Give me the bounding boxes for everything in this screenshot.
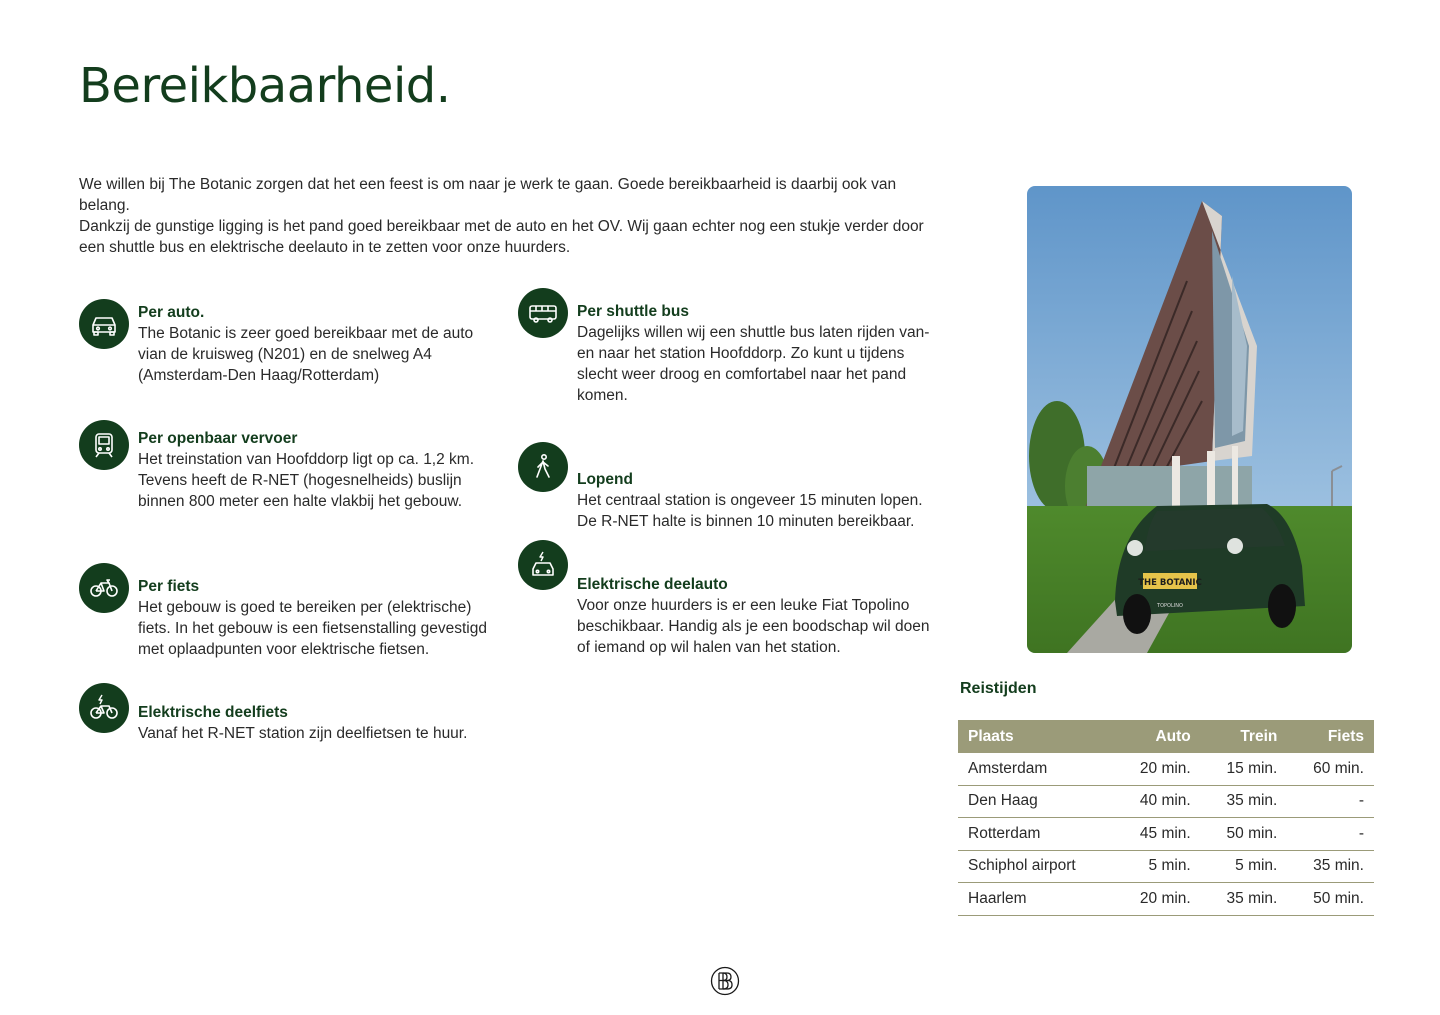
bicycle-icon — [79, 563, 129, 613]
table-cell: 35 min. — [1201, 785, 1288, 818]
table-cell: - — [1287, 818, 1374, 851]
bb-monogram-logo — [710, 966, 740, 996]
license-plate: THE BOTANIC — [1138, 578, 1202, 588]
train-icon — [79, 420, 129, 470]
table-cell: Haarlem — [958, 883, 1114, 916]
table-cell: Schiphol airport — [958, 850, 1114, 883]
bus-icon — [518, 288, 568, 338]
intro-paragraph-1: We willen bij The Botanic zorgen dat het een feest is om naar je werk te gaan. Goede bereikbaarheid is daarbij ook van belang. — [79, 176, 897, 214]
table-header-row — [958, 720, 1374, 753]
table-row — [958, 785, 1374, 818]
table-cell: 20 min. — [1114, 753, 1201, 785]
table-cell: 35 min. — [1201, 883, 1288, 916]
table-row — [958, 883, 1374, 916]
column-header: Auto — [1114, 720, 1201, 753]
table-row — [958, 753, 1374, 785]
table-cell: Rotterdam — [958, 818, 1114, 851]
walking-person-icon — [518, 442, 568, 492]
building-photo — [1027, 186, 1352, 653]
transport-item-title: Elektrische deelauto — [577, 576, 728, 593]
transport-item-text: Het gebouw is goed te bereiken per (elektrische) fiets. In het gebouw is een fietsenstalling gevestigd met oplaadpunten voor elektrische fietsen. — [138, 599, 487, 658]
table-cell: Amsterdam — [958, 753, 1114, 785]
column-header: Fiets — [1287, 720, 1374, 753]
table-cell: 45 min. — [1114, 818, 1201, 851]
table-cell: 50 min. — [1287, 883, 1374, 916]
electric-car-icon — [518, 540, 568, 590]
column-header: Trein — [1201, 720, 1288, 753]
table-cell: 35 min. — [1287, 850, 1374, 883]
transport-item-text: Vanaf het R-NET station zijn deelfietsen te huur. — [138, 725, 468, 742]
transport-item-text: The Botanic is zeer goed bereikbaar met de auto vian de kruisweg (N201) en de snelweg A4 (Amsterdam-Den Haag/Rotterdam) — [138, 325, 474, 384]
transport-item-title: Elektrische deelfiets — [138, 704, 288, 721]
transport-item-text: Het centraal station is ongeveer 15 minuten lopen. De R-NET halte is binnen 10 minuten bereikbaar. — [577, 492, 923, 530]
table-row — [958, 850, 1374, 883]
table-cell: - — [1287, 785, 1374, 818]
intro-paragraph-2: Dankzij de gunstige ligging is het pand goed bereikbaar met de auto en het OV. Wij gaan echter nog een stukje verder door een shuttle bus en elektrische deelauto in te zetten voor onze huurders. — [79, 218, 924, 256]
intro-text — [79, 174, 939, 258]
table-cell: 5 min. — [1114, 850, 1201, 883]
travel-times-title: Reistijden — [960, 680, 1037, 697]
car-badge: TOPOLINO — [1157, 603, 1183, 609]
page-title: Bereikbaarheid. — [79, 58, 451, 114]
table-cell: 50 min. — [1201, 818, 1288, 851]
travel-times-table — [958, 720, 1374, 916]
transport-item-title: Per fiets — [138, 578, 200, 595]
car-icon — [79, 299, 129, 349]
table-cell: Den Haag — [958, 785, 1114, 818]
table-cell: 15 min. — [1201, 753, 1288, 785]
table-cell: 20 min. — [1114, 883, 1201, 916]
transport-item-title: Per openbaar vervoer — [138, 430, 298, 447]
table-cell: 5 min. — [1201, 850, 1288, 883]
column-header: Plaats — [958, 720, 1114, 753]
transport-item-title: Per shuttle bus — [577, 303, 689, 320]
table-cell: 40 min. — [1114, 785, 1201, 818]
table-row — [958, 818, 1374, 851]
table-cell: 60 min. — [1287, 753, 1374, 785]
transport-item-text: Voor onze huurders is er een leuke Fiat Topolino beschikbaar. Handig als je een boodschap wil doen of iemand op wil halen van het station. — [577, 597, 930, 656]
transport-item-title: Lopend — [577, 471, 633, 488]
transport-item-text: Dagelijks willen wij een shuttle bus laten rijden van- en naar het station Hoofddorp. Zo kunt u tijdens slecht weer droog en comfortabel naar het pand komen. — [577, 324, 930, 404]
transport-item-title: Per auto. — [138, 304, 205, 321]
electric-bicycle-icon — [79, 683, 129, 733]
transport-item-text: Het treinstation van Hoofddorp ligt op ca. 1,2 km. Tevens heeft de R-NET (hogesnelheids) buslijn binnen 800 meter een halte vlakbij het gebouw. — [138, 451, 475, 510]
